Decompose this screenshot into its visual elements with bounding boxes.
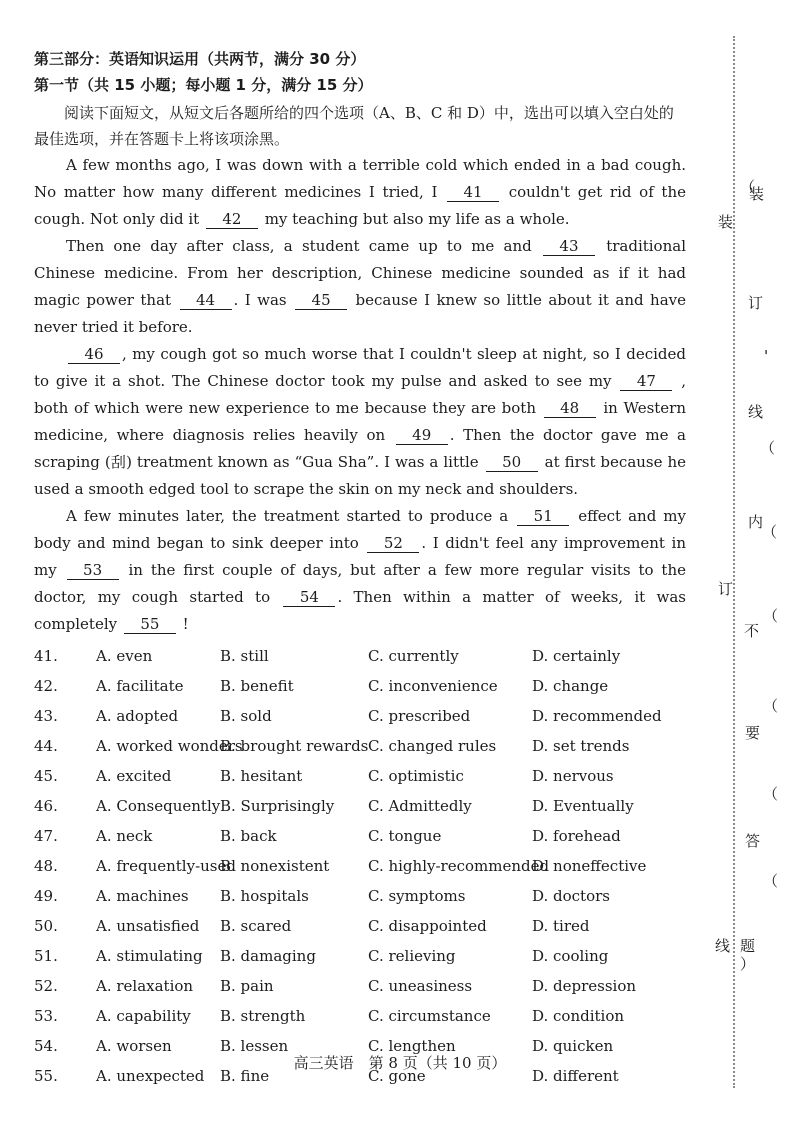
answer-blank-42: 42 [206, 211, 258, 229]
answer-blank-53: 53 [67, 562, 119, 580]
option-b: B. brought rewards [220, 737, 369, 755]
option-c: C. changed rules [368, 737, 497, 755]
passage-text: because I knew so little about it and have never tried it before. [34, 291, 686, 336]
margin-label: （ [760, 439, 776, 457]
option-row-53 [34, 1001, 686, 1031]
option-b: B. pain [220, 977, 274, 995]
option-c: C. relieving [368, 947, 456, 965]
option-d: D. tired [532, 917, 590, 935]
answer-blank-52: 52 [367, 535, 419, 553]
question-number: 51. [34, 947, 58, 965]
question-number: 49. [34, 887, 58, 905]
question-number: 46. [34, 797, 58, 815]
option-a: A. unsatisfied [96, 917, 200, 935]
passage-text: traditional Chinese medicine. From her description, Chinese medicine sounded as if it had magic power that [34, 237, 686, 309]
option-b: B. scared [220, 917, 292, 935]
passage-text: effect and my body and mind began to sink deeper into [34, 507, 687, 552]
passage-text: my teaching but also my life as a whole. [259, 210, 570, 228]
part-title: 第三部分：英语知识运用（共两节，满分 30 分） [34, 50, 366, 68]
option-a: A. worsen [96, 1037, 172, 1055]
option-d: D. change [532, 677, 609, 695]
option-c: C. currently [368, 647, 459, 665]
answer-blank-46: 46 [68, 346, 120, 364]
section-title: 第一节（共 15 小题；每小题 1 分，满分 15 分） [34, 76, 373, 94]
option-b: B. sold [220, 707, 272, 725]
option-c: C. highly-recommended [368, 857, 550, 875]
option-row-46 [34, 791, 686, 821]
answer-blank-54: 54 [283, 589, 335, 607]
answer-blank-50: 50 [486, 454, 538, 472]
margin-label: （ [762, 523, 778, 541]
option-d: D. set trends [532, 737, 630, 755]
option-d: D. certainly [532, 647, 621, 665]
question-number: 44. [34, 737, 58, 755]
passage-text: in Western medicine, where diagnosis relies heavily on [34, 399, 687, 444]
question-number: 50. [34, 917, 58, 935]
option-c: C. prescribed [368, 707, 471, 725]
question-number: 42. [34, 677, 58, 695]
option-a: A. neck [96, 827, 153, 845]
passage-text: couldn't get rid of the cough. Not only did it [34, 183, 686, 228]
option-b: B. nonexistent [220, 857, 330, 875]
answer-blank-49: 49 [396, 427, 448, 445]
margin-label: 要 [745, 724, 761, 742]
instructions: 阅读下面短文，从短文后各题所给的四个选项（A、B、C 和 D）中，选出可以填入空白处的最佳选项，并在答题卡上将该项涂黑。 [34, 104, 674, 148]
option-row-50 [34, 911, 686, 941]
passage-paragraph-3 [34, 341, 686, 503]
margin-label: 题 [740, 937, 756, 955]
option-row-42 [34, 671, 686, 701]
option-d: D. nervous [532, 767, 614, 785]
margin-label: ' [764, 347, 769, 365]
option-c: C. optimistic [368, 767, 464, 785]
margin-label: 答 [745, 832, 761, 850]
option-a: A. machines [96, 887, 189, 905]
option-a: A. stimulating [96, 947, 203, 965]
answer-blank-55: 55 [124, 616, 176, 634]
option-row-49 [34, 881, 686, 911]
option-row-43 [34, 701, 686, 731]
page-content [34, 46, 686, 1091]
passage-paragraph-1 [34, 152, 686, 233]
option-d: D. recommended [532, 707, 662, 725]
option-c: C. Admittedly [368, 797, 472, 815]
margin-label: 装 [718, 213, 734, 231]
option-a: A. facilitate [96, 677, 184, 695]
option-c: C. uneasiness [368, 977, 473, 995]
option-d: D. different [532, 1067, 619, 1085]
passage-text: at first because he used a smooth edged tool to scrape the skin on my neck and shoulders. [34, 453, 687, 498]
option-a: A. Consequently [96, 797, 221, 815]
option-d: D. Eventually [532, 797, 634, 815]
answer-blank-51: 51 [517, 508, 569, 526]
binding-dotted-line [733, 36, 735, 1088]
margin-label: （ [763, 607, 779, 625]
option-b: B. still [220, 647, 269, 665]
option-a: A. capability [96, 1007, 191, 1025]
answer-blank-44: 44 [180, 292, 232, 310]
option-d: D. cooling [532, 947, 609, 965]
question-number: 45. [34, 767, 58, 785]
answer-blank-48: 48 [544, 400, 596, 418]
passage-paragraph-4 [34, 503, 686, 638]
passage-text: Then one day after class, a student came up to me and [66, 237, 541, 255]
option-row-44 [34, 731, 686, 761]
option-c: C. tongue [368, 827, 442, 845]
margin-label: 内 [748, 513, 764, 531]
option-c: C. inconvenience [368, 677, 498, 695]
question-number: 55. [34, 1067, 58, 1085]
passage-text: . Then within a matter of weeks, it was completely [34, 588, 686, 633]
passage-text: A few months ago, I was down with a terrible cold which ended in a bad cough. No matter how many different medicines I tried, I [34, 156, 686, 201]
page-footer: 高三英语 第 8 页（共 10 页） [293, 1054, 507, 1072]
option-b: B. Surprisingly [220, 797, 335, 815]
question-number: 41. [34, 647, 58, 665]
option-b: B. fine [220, 1067, 270, 1085]
margin-label: （ [763, 785, 779, 803]
margin-label: 线 [715, 937, 731, 955]
passage-text: in the first couple of days, but after a few more regular visits to the doctor, my cough started to [34, 561, 687, 606]
option-b: B. back [220, 827, 277, 845]
margin-label: 装 [749, 185, 765, 203]
option-row-47 [34, 821, 686, 851]
passage-paragraph-2 [34, 233, 686, 341]
option-b: B. lessen [220, 1037, 289, 1055]
option-a: A. worked wonders [96, 737, 243, 755]
question-number: 48. [34, 857, 58, 875]
option-d: D. quicken [532, 1037, 614, 1055]
option-b: B. strength [220, 1007, 306, 1025]
margin-label: 线 [748, 403, 764, 421]
option-b: B. hesitant [220, 767, 303, 785]
question-number: 53. [34, 1007, 58, 1025]
question-number: 47. [34, 827, 58, 845]
option-b: B. benefit [220, 677, 294, 695]
margin-label: （ [740, 178, 756, 196]
option-a: A. unexpected [96, 1067, 205, 1085]
option-d: D. condition [532, 1007, 625, 1025]
passage-text: . I didn't feel any improvement in my [34, 534, 687, 579]
margin-label: 不 [744, 622, 760, 640]
passage-text: ! [177, 615, 189, 633]
option-c: C. disappointed [368, 917, 487, 935]
option-row-51 [34, 941, 686, 971]
answer-blank-41: 41 [447, 184, 499, 202]
option-c: C. lengthen [368, 1037, 456, 1055]
question-number: 54. [34, 1037, 58, 1055]
margin-label: 订 [748, 294, 764, 312]
passage-text: , both of which were new experience to me because they are both [34, 372, 686, 417]
option-c: C. gone [368, 1067, 426, 1085]
option-row-52 [34, 971, 686, 1001]
question-number: 52. [34, 977, 58, 995]
passage-text: , my cough got so much worse that I couldn't sleep at night, so I decided to give it a shot. The Chinese doctor took my pulse and asked to see my [34, 345, 686, 390]
answer-blank-43: 43 [543, 238, 595, 256]
passage-text: . Then the doctor gave me a scraping (刮) treatment known as “Gua Sha”. I was a little [34, 426, 686, 471]
option-b: B. hospitals [220, 887, 309, 905]
margin-label: （ [763, 872, 779, 890]
passage-text: . I was [233, 291, 294, 309]
option-c: C. symptoms [368, 887, 466, 905]
option-a: A. relaxation [96, 977, 194, 995]
margin-label: ） [740, 955, 756, 973]
option-a: A. frequently-used [96, 857, 236, 875]
answer-blank-47: 47 [620, 373, 672, 391]
options-list [34, 641, 686, 1091]
margin-label: 订 [718, 580, 734, 598]
option-a: A. adopted [96, 707, 179, 725]
option-row-45 [34, 761, 686, 791]
option-b: B. damaging [220, 947, 316, 965]
passage-text: A few minutes later, the treatment started to produce a [66, 507, 516, 525]
option-d: D. forehead [532, 827, 621, 845]
option-row-41 [34, 641, 686, 671]
margin-label: （ [763, 697, 779, 715]
option-a: A. excited [96, 767, 172, 785]
option-c: C. circumstance [368, 1007, 491, 1025]
question-number: 43. [34, 707, 58, 725]
option-d: D. noneffective [532, 857, 647, 875]
option-a: A. even [96, 647, 153, 665]
option-d: D. doctors [532, 887, 610, 905]
option-d: D. depression [532, 977, 637, 995]
option-row-48 [34, 851, 686, 881]
answer-blank-45: 45 [295, 292, 347, 310]
